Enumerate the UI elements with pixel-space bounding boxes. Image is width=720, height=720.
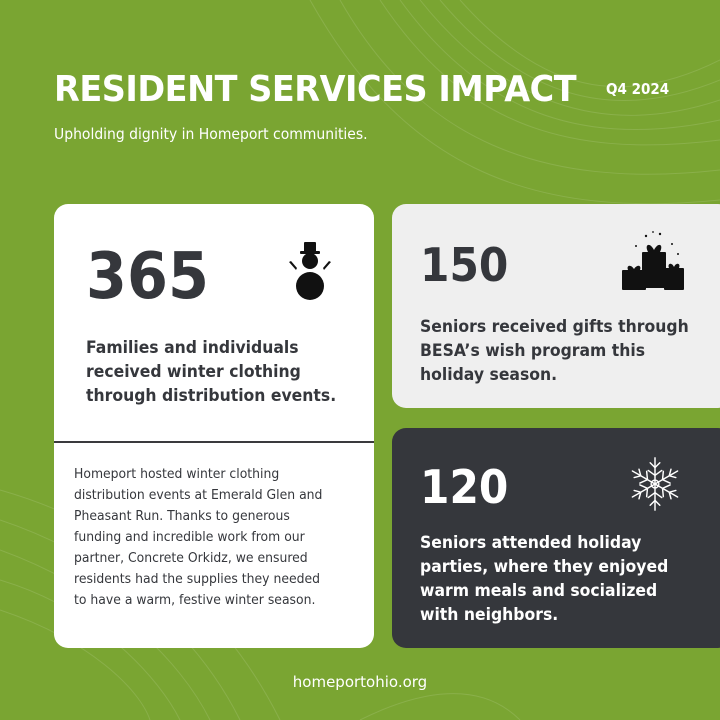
- clothing-stat-text: Families and individuals received winter clothing through distribution events.: [86, 338, 337, 406]
- parties-stat-number: 120: [420, 460, 509, 514]
- card-divider: [54, 441, 374, 443]
- snowman-icon: [288, 240, 332, 302]
- gifts-stat-number: 150: [420, 238, 509, 292]
- gifts-stat-text: Seniors received gifts through BESA’s wish program this holiday season.: [420, 317, 689, 385]
- clothing-description: Homeport hosted winter clothing distribution events at Emerald Glen and Pheasant Run. Thanks to generous funding and incredible work from our partner, Concrete Orkidz, we ensured residents had the supplies they needed to have a warm, festive winter season.: [74, 466, 323, 608]
- gifts-icon: [620, 230, 688, 294]
- website-link[interactable]: homeportohio.org: [292, 673, 428, 691]
- gifts-stat-card: [392, 204, 720, 408]
- snowflake-icon: [626, 454, 684, 514]
- quarter-label: Q4 2024: [606, 80, 670, 98]
- clothing-stat-card: [54, 204, 374, 648]
- page-title: RESIDENT SERVICES IMPACT: [54, 69, 577, 110]
- page-subtitle: Upholding dignity in Homeport communities.: [54, 125, 368, 143]
- parties-stat-card: [392, 428, 720, 648]
- parties-stat-text: Seniors attended holiday parties, where they enjoyed warm meals and socialized with neighbors.: [420, 533, 669, 625]
- clothing-stat-number: 365: [86, 240, 209, 314]
